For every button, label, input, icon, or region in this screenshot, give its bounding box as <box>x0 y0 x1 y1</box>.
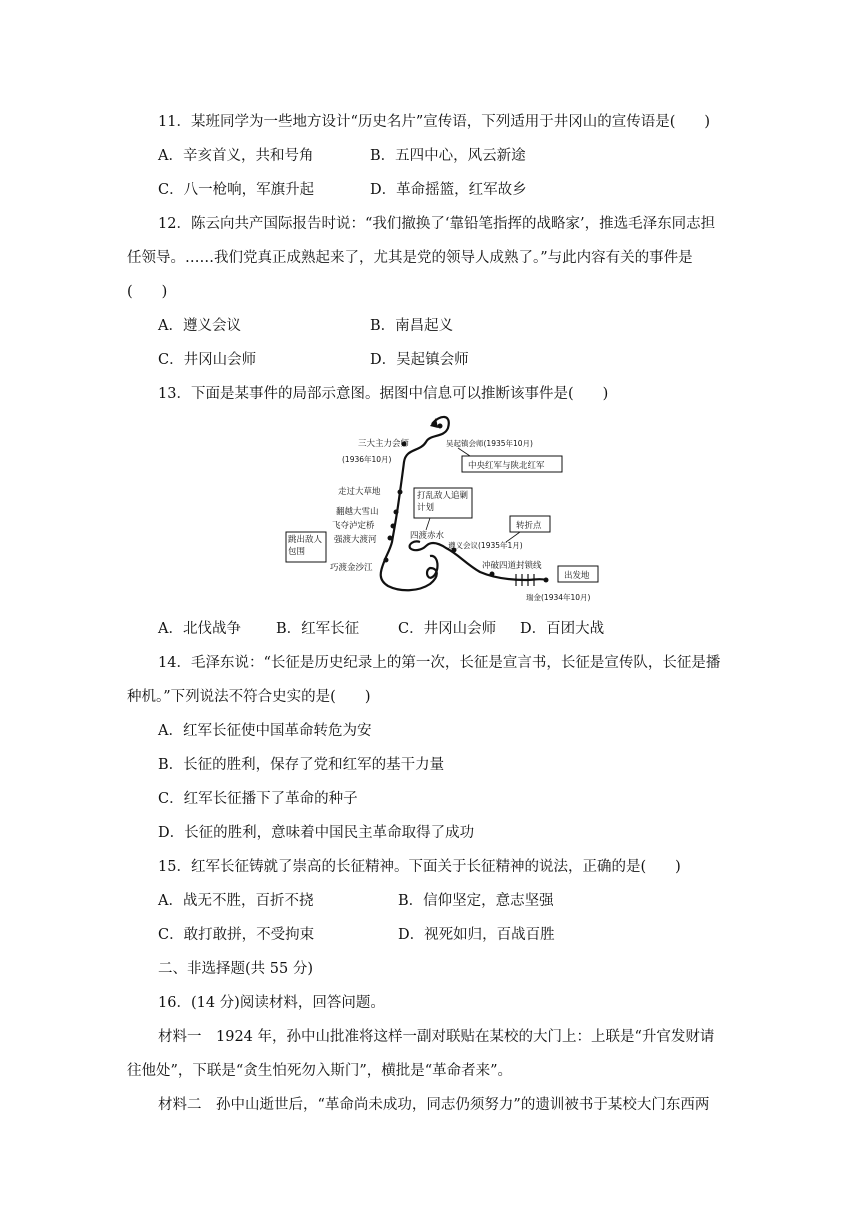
q15-stem: 15．红军长征铸就了崇高的长征精神。下面关于长征精神的说法，正确的是( ) <box>158 859 681 875</box>
q15-option-c: C．敢打敢拼，不受拘束 <box>158 927 315 943</box>
map-dot <box>490 572 495 577</box>
section-2-heading: 二、非选择题(共 55 分) <box>158 961 313 977</box>
label-sanda-huishi: 三大主力会师 <box>358 439 410 449</box>
label-zunyi: 遵义会议(1935年1月) <box>448 541 523 550</box>
q16-stem: 16．(14 分)阅读材料，回答问题。 <box>158 995 385 1011</box>
q15-option-d: D．视死如归，百战百胜 <box>398 927 555 943</box>
map-dot <box>388 536 393 541</box>
label-zhongyang: 中央红军与陕北红军 <box>468 461 545 471</box>
q12-option-d: D．吴起镇会师 <box>370 352 469 368</box>
label-jinsha: 巧渡金沙江 <box>330 563 373 573</box>
q11-option-b: B．五四中心，风云新途 <box>370 148 526 164</box>
q15-option-b: B．信仰坚定，意志坚强 <box>398 893 554 909</box>
q14-stem-line-2: 种机。”下列说法不符合史实的是( ) <box>127 689 371 705</box>
q13-option-b: B．红军长征 <box>276 621 360 637</box>
label-luding: 飞夺泸定桥 <box>332 521 375 531</box>
label-fengsuo: 冲破四道封锁线 <box>482 561 542 571</box>
q13-option-a: A．北伐战争 <box>158 621 241 637</box>
q12-stem-line-2: 任领导。……我们党真正成熟起来了，尤其是党的领导人成熟了。”与此内容有关的事件是 <box>127 250 693 266</box>
label-ruijin: 瑞金(1934年10月) <box>526 593 591 602</box>
map-dot <box>544 578 549 583</box>
q11-stem: 11．某班同学为一些地方设计“历史名片”宣传语，下列适用于井冈山的宣传语是( ) <box>158 114 711 130</box>
q15-option-a: A．战无不胜，百折不挠 <box>158 893 314 909</box>
q14-stem-line-1: 14．毛泽东说：“长征是历史纪录上的第一次，长征是宣言书，长征是宣传队，长征是播 <box>158 655 721 671</box>
label-wuqi: 吴起镇会师(1935年10月) <box>446 439 533 448</box>
q12-option-c: C．井冈山会师 <box>158 352 257 368</box>
q14-option-c: C．红军长征播下了革命的种子 <box>158 791 358 807</box>
label-tiaochu: 跳出敌人包围 <box>288 535 323 557</box>
label-dadu: 强渡大渡河 <box>334 535 377 545</box>
q14-option-a: A．红军长征使中国革命转危为安 <box>158 723 372 739</box>
q16-material2-line-1: 材料二 孙中山逝世后，“革命尚未成功，同志仍须努力”的遗训被书于某校大门东西两 <box>158 1097 710 1113</box>
label-chufa: 出发地 <box>564 571 590 581</box>
label-xueshan: 翻越大雪山 <box>336 507 379 517</box>
q13-stem: 13．下面是某事件的局部示意图。据图中信息可以推断该事件是( ) <box>158 386 609 402</box>
q14-option-b: B．长征的胜利，保存了党和红军的基干力量 <box>158 757 445 773</box>
long-march-route-map <box>280 408 620 608</box>
q16-material1-line-2: 往他处”，下联是“贪生怕死勿入斯门”，横批是“革命者来”。 <box>127 1063 513 1079</box>
map-dot <box>391 524 396 529</box>
map-dot <box>394 510 399 515</box>
q12-option-b: B．南昌起义 <box>370 318 454 334</box>
q12-option-a: A．遵义会议 <box>158 318 241 334</box>
q11-option-c: C．八一枪响，军旗升起 <box>158 182 315 198</box>
label-caodi: 走过大草地 <box>338 487 381 497</box>
q12-stem-line-1: 12．陈云向共产国际报告时说：“我们撤换了‘靠铅笔指挥的战略家’，推选毛泽东同志担 <box>158 216 716 232</box>
q16-material1-line-1: 材料一 1924 年，孙中山批准将这样一副对联贴在某校的大门上：上联是“升官发财请 <box>158 1029 715 1045</box>
q12-stem-line-3: ( ) <box>127 284 168 300</box>
q11-option-a: A．辛亥首义，共和号角 <box>158 148 314 164</box>
q11-option-d: D．革命摇篮，红军故乡 <box>370 182 527 198</box>
map-dot <box>384 558 389 563</box>
q14-option-d: D．长征的胜利，意味着中国民主革命取得了成功 <box>158 825 475 841</box>
label-daluan: 打乱敌人追剿计划 <box>417 491 469 513</box>
map-dot <box>438 424 443 429</box>
label-chishui: 四渡赤水 <box>410 531 445 541</box>
map-dot <box>398 490 403 495</box>
q13-option-c: C．井冈山会师 <box>398 621 497 637</box>
label-zhuanzhe: 转折点 <box>516 521 542 531</box>
q13-option-d: D．百团大战 <box>520 621 605 637</box>
label-sanda-date: (1936年10月) <box>342 455 392 464</box>
